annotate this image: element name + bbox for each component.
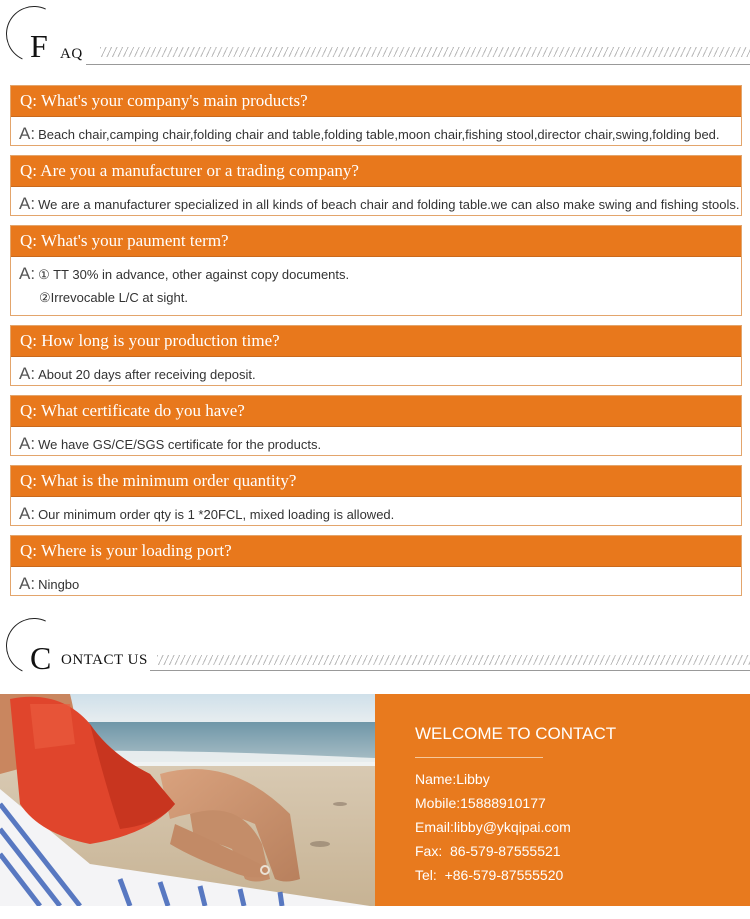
faq-answer <box>11 187 741 216</box>
faq-answer <box>11 357 741 386</box>
faq-item <box>10 465 742 526</box>
faq-answer <box>11 427 741 456</box>
answer-text: Ningbo <box>38 577 80 592</box>
faq-item <box>10 395 742 456</box>
contact-header-text: ONTACT US <box>61 652 148 668</box>
contact-mobile: Mobile:15888910177 <box>415 795 546 811</box>
contact-panel <box>375 694 750 906</box>
answer-prefix: A: <box>19 124 36 143</box>
answer-text: ②Irrevocable L/C at sight. <box>39 290 188 305</box>
answer-prefix: A: <box>19 264 36 283</box>
contact-header-letter: C <box>30 640 52 676</box>
faq-question: Q: What's your paument term? <box>11 226 741 257</box>
faq-item <box>10 535 742 596</box>
faq-item <box>10 155 742 216</box>
header-rule <box>150 670 750 671</box>
faq-answer <box>11 117 741 146</box>
faq-answer <box>11 567 741 596</box>
contact-tel: Tel: +86-579-87555520 <box>415 867 564 883</box>
faq-question: Q: What's your company's main products? <box>11 86 741 117</box>
welcome-underline <box>415 757 543 758</box>
contact-email[interactable]: Email:libby@ykqipai.com <box>415 819 571 835</box>
contact-welcome: WELCOME TO CONTACT <box>415 724 617 743</box>
faq-answer <box>11 497 741 526</box>
answer-prefix: A: <box>19 364 36 383</box>
faq-answer <box>11 257 741 310</box>
faq-header-text: AQ <box>60 46 83 62</box>
faq-question: Q: Where is your loading port? <box>11 536 741 567</box>
answer-prefix: A: <box>19 574 36 593</box>
answer-text: We have GS/CE/SGS certificate for the products. <box>38 437 322 452</box>
faq-question: Q: What is the minimum order quantity? <box>11 466 741 497</box>
answer-prefix: A: <box>19 504 36 523</box>
answer-text: About 20 days after receiving deposit. <box>38 367 256 382</box>
faq-question: Q: How long is your production time? <box>11 326 741 357</box>
contact-name: Name:Libby <box>415 771 490 787</box>
contact-fax: Fax: 86-579-87555521 <box>415 843 561 859</box>
answer-prefix: A: <box>19 194 36 213</box>
contact-section <box>0 694 750 906</box>
answer-text: ① TT 30% in advance, other against copy documents. <box>38 267 350 282</box>
answer-text: We are a manufacturer specialized in all kinds of beach chair and folding table.we can also make swing and fishing stools. <box>38 197 740 212</box>
beach-photo <box>0 694 375 906</box>
faq-question: Q: Are you a manufacturer or a trading company? <box>11 156 741 187</box>
faq-item <box>10 325 742 386</box>
header-hatch-decoration <box>100 47 750 57</box>
contact-header <box>0 612 750 682</box>
faq-item <box>10 85 742 146</box>
faq-header <box>0 0 750 70</box>
answer-text: Beach chair,camping chair,folding chair and table,folding table,moon chair,fishing stool,director chair,swing,folding bed. <box>38 127 720 142</box>
faq-header-letter: F <box>30 28 48 64</box>
answer-prefix: A: <box>19 434 36 453</box>
header-rule <box>86 64 750 65</box>
header-hatch-decoration <box>157 655 750 665</box>
faq-item <box>10 225 742 316</box>
faq-question: Q: What certificate do you have? <box>11 396 741 427</box>
answer-text: Our minimum order qty is 1 *20FCL, mixed loading is allowed. <box>38 507 395 522</box>
